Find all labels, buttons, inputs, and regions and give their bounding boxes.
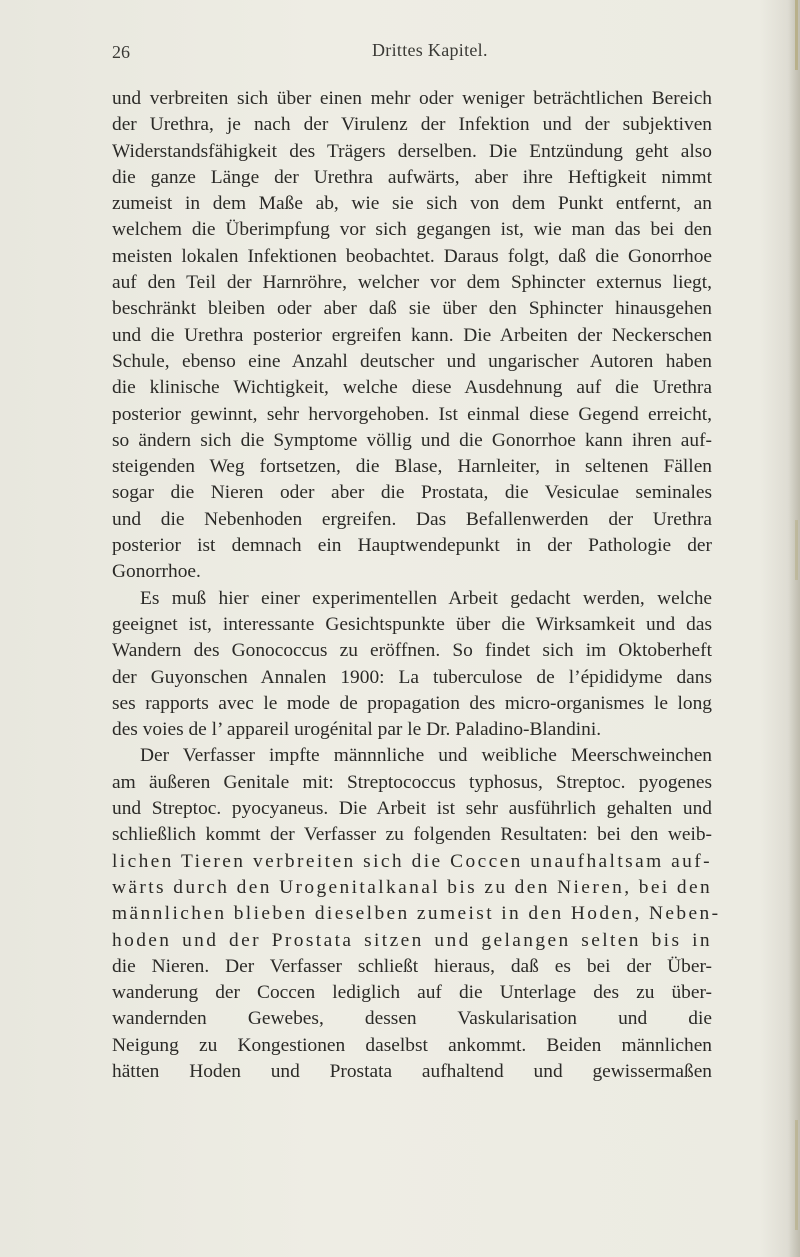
text-line: und die Nebenhoden ergreifen. Das Befallenwerden der Urethra	[112, 508, 712, 530]
text-line: wärts durch den Urogenitalkanal bis zu den Nieren, bei den	[112, 876, 713, 898]
text-line: Gonorrhoe.	[112, 561, 201, 583]
text-line: am äußeren Genitale mit: Streptococcus typhosus, Streptoc. pyogenes	[112, 771, 712, 793]
text-line: hoden und der Prostata sitzen und gelangen selten bis in	[112, 929, 712, 951]
text-line: meisten lokalen Infektionen beobachtet. Daraus folgt, daß die Gonorrhoe	[112, 245, 712, 267]
page-number: 26	[112, 42, 130, 62]
text-line: ses rapports avec le mode de propagation des micro-organismes le long	[112, 692, 712, 714]
text-line: die klinische Wichtigkeit, welche diese Ausdehnung auf die Urethra	[112, 377, 712, 399]
text-line: beschränkt bleiben oder aber daß sie über den Sphincter hinausgehen	[112, 298, 712, 320]
text-line: des voies de l’ appareil urogénital par le Dr. Paladino-Blandini.	[112, 719, 602, 741]
text-line: sogar die Nieren oder aber die Prostata, die Vesiculae seminales	[112, 482, 712, 504]
page-edge-mark	[795, 1120, 798, 1230]
page-edge-shadow	[788, 0, 800, 1257]
text-line: Schule, ebenso eine Anzahl deutscher und ungarischer Autoren haben	[112, 350, 712, 372]
text-line: steigenden Weg fortsetzen, die Blase, Harnleiter, in seltenen Fällen	[112, 456, 712, 478]
text-line: welchem die Überimpfung vor sich gegangen ist, wie man das bei den	[112, 219, 712, 241]
text-line: der Urethra, je nach der Virulenz der Infektion und der subjektiven	[112, 114, 712, 136]
text-line: so ändern sich die Symptome völlig und die Gonorrhoe kann ihren auf-	[112, 429, 712, 451]
text-line: und die Urethra posterior ergreifen kann. Die Arbeiten der Neckerschen	[112, 324, 712, 346]
text-line: hätten Hoden und Prostata aufhaltend und gewissermaßen	[112, 1060, 712, 1082]
text-line: Neigung zu Kongestionen daselbst ankommt. Beiden männlichen	[112, 1034, 712, 1056]
text-line: der Guyonschen Annalen 1900: La tuberculose de l’épididyme dans	[112, 666, 712, 688]
text-line: schließlich kommt der Verfasser zu folgenden Resultaten: bei den weib-	[112, 824, 712, 846]
text-line: männlichen blieben dieselben zumeist in den Hoden, Neben-	[112, 903, 721, 925]
page-edge-mark	[795, 520, 798, 580]
text-line: geeignet ist, interessante Gesichtspunkte über die Wirksamkeit und das	[112, 613, 712, 635]
text-line: Widerstandsfähigkeit des Trägers derselben. Die Entzündung geht also	[112, 140, 712, 162]
text-line: wandernden Gewebes, dessen Vaskularisation und die	[112, 1008, 712, 1030]
text-line: lichen Tieren verbreiten sich die Coccen unaufhaltsam auf-	[112, 850, 712, 872]
text-line: die ganze Länge der Urethra aufwärts, aber ihre Heftigkeit nimmt	[112, 166, 712, 188]
text-line: und verbreiten sich über einen mehr oder weniger beträchtlichen Bereich	[112, 88, 712, 109]
text-line: auf den Teil der Harnröhre, welcher vor dem Sphincter externus liegt,	[112, 272, 712, 294]
text-line: wanderung der Coccen lediglich auf die Unterlage des zu über-	[112, 982, 712, 1004]
body-text	[112, 86, 721, 1085]
text-line: die Nieren. Der Verfasser schließt hieraus, daß es bei der Über-	[112, 955, 712, 977]
text-line: posterior ist demnach ein Hauptwendepunkt in der Pathologie der	[112, 535, 712, 557]
text-line: und Streptoc. pyocyaneus. Die Arbeit ist sehr ausführlich gehalten und	[112, 798, 712, 820]
text-line: posterior gewinnt, sehr hervorgehoben. Ist einmal diese Gegend erreicht,	[112, 403, 712, 425]
running-head: Drittes Kapitel.	[372, 40, 488, 60]
text-line: Der Verfasser impfte männnliche und weibliche Meerschweinchen	[140, 745, 712, 767]
page-header	[0, 40, 800, 70]
text-line: zumeist in dem Maße ab, wie sie sich von dem Punkt entfernt, an	[112, 193, 712, 215]
text-line: Wandern des Gonococcus zu eröffnen. So findet sich im Oktoberheft	[112, 640, 712, 662]
text-line: Es muß hier einer experimentellen Arbeit gedacht werden, welche	[140, 587, 712, 609]
